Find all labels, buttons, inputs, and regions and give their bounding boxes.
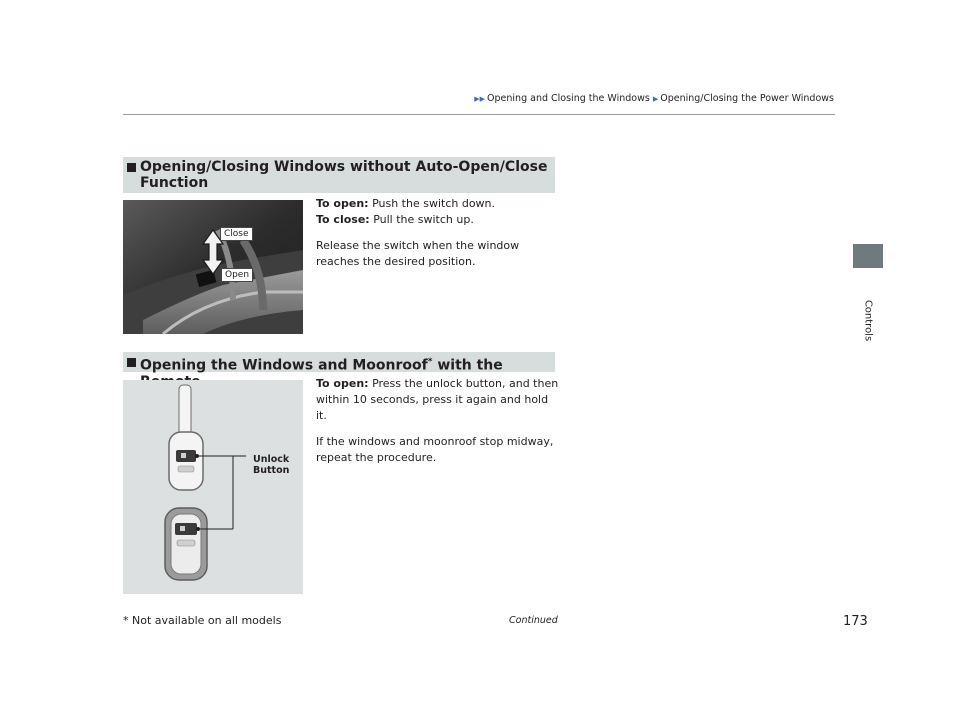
page-number: 173 [843, 614, 868, 629]
remote-open-instruction: To open: Press the unlock button, and then within 10 seconds, press it again and hold it. [316, 377, 559, 422]
door-panel-illustration [123, 200, 303, 334]
breadcrumb [472, 93, 834, 104]
triangle-right-icon: ▶ [652, 95, 659, 103]
unlock-button-label: Unlock Button [253, 454, 290, 476]
remote-keys-illustration [123, 380, 303, 594]
side-tab-label: Controls [862, 299, 874, 342]
square-bullet-icon [127, 358, 136, 367]
square-bullet-icon [127, 163, 136, 172]
section-title-main: Opening the Windows and Moonroof [140, 357, 428, 374]
section1-text [316, 196, 561, 270]
window-switch-figure [123, 200, 303, 334]
side-tab-marker [853, 244, 883, 268]
triangle-right-icon: ▶▶ [474, 95, 486, 103]
header-rule [123, 114, 835, 115]
close-callout: Close [220, 227, 253, 241]
section-title-tail: with the [437, 357, 503, 374]
remote-figure [123, 380, 303, 594]
close-instruction: To close: Pull the switch up. [316, 213, 474, 226]
section-heading-remote [123, 352, 555, 372]
section2-text [316, 376, 561, 466]
section-heading-without-auto [123, 157, 555, 193]
release-instruction: Release the switch when the window reaches the desired position. [316, 239, 520, 268]
continued-label: Continued [509, 615, 558, 626]
open-callout: Open [221, 268, 253, 282]
remote-stop-instruction: If the windows and moonroof stop midway, repeat the procedure. [316, 435, 554, 464]
breadcrumb-item-power-windows: Opening/Closing the Power Windows [660, 93, 834, 104]
breadcrumb-item-windows: Opening and Closing the Windows [487, 93, 650, 104]
footnote-star: * [427, 357, 433, 367]
open-instruction: To open: Push the switch down. [316, 197, 496, 210]
section-title: Opening/Closing Windows without Auto-Open/Close Function [140, 159, 548, 191]
footnote: * Not available on all models [123, 614, 282, 627]
